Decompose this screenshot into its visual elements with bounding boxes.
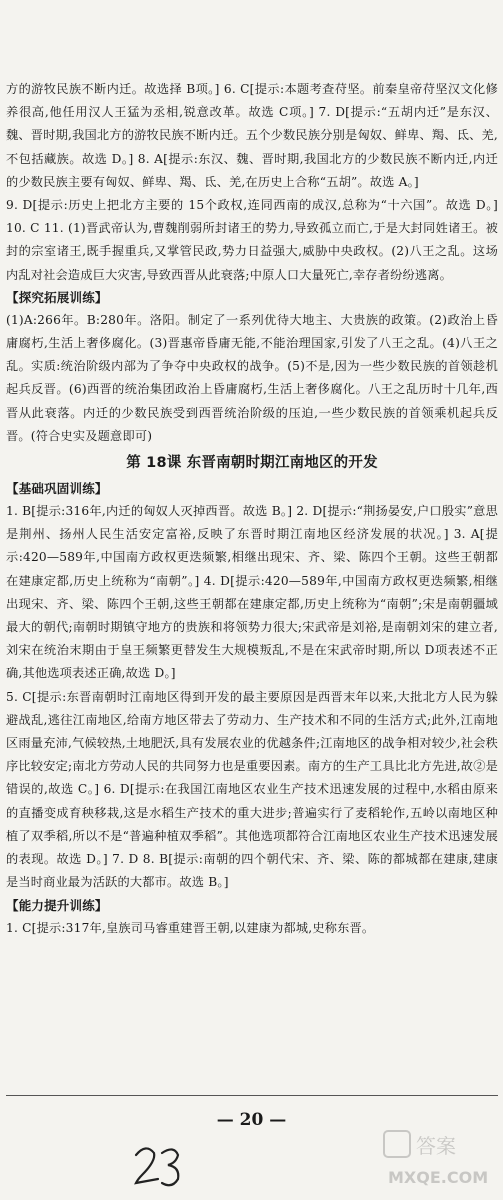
watermark-icon [380,1125,500,1195]
answer-paragraph: 1. B[提示:316年,内迁的匈奴人灭掉西晋。故选 B。] 2. D[提示:“荆扬晏安,户口殷实”意思是荆州、扬州人民生活安定富裕,反映了东晋时期江南地区经济发展的状况。] 3. A[提示:420—589年,中国南方政权更迭频繁,相继出现宋、齐、梁、陈四个王朝。这些王朝都在建康定都,历史上统称为“南朝”。] 4. D[提示:420—589年,中国南方政权更迭频繁,相继出现宋、齐、梁、陈四个王朝,这些王朝都在建康定都,历史上统称为“南朝”;宋是南朝疆域最大的朝代;南朝时期镇守地方的贵族和将领势力很大;宋武帝是刘裕,是南朝刘宋的建立者,刘宋在统治末期由于皇王频繁更替发生大规模叛乱,不是在宋武帝时期,所以 D项表述不正确,其他选项表述正确,故选 D。] [6,504,498,681]
section-heading-explore: 【探究拓展训练】 [6,289,108,305]
handwritten-23-icon [128,1135,188,1195]
lesson-title: 第 18课 东晋南朝时期江南地区的开发 [126,455,378,472]
watermark-logo [380,1125,500,1195]
answer-paragraph: 9. D[提示:历史上把北方主要的 15个政权,连同西南的成汉,总称为“十六国”。故选 D。] 10. C 11. (1)晋武帝认为,曹魏削弱所封诸王的势力,导致孤立而亡,于是大封同姓诸王。被封的宗室诸王,既手握重兵,又掌管民政,势力日益强大,威胁中央政权。(2)八王之乱。这场内乱对社会造成巨大灾害,导致西晋从此衰落;中原人口大量死亡,幸存者纷纷逃离。 [6,198,498,282]
handwritten-note [128,1135,188,1199]
svg-text:答案: 答案 [416,1134,456,1158]
answer-paragraph: 5. C[提示:东晋南朝时江南地区得到开发的最主要原因是西晋末年以来,大批北方人民为躲避战乱,逃往江南地区,给南方地区带去了劳动力、生产技术和不同的生活方式;此外,江南地区雨量充沛,气候较热,土地肥沃,具有发展农业的优越条件;江南地区的战争相对较少,社会秩序比较安定;南北方劳动人民的共同努力也是重要因素。南方的生产工具比北方先进,故②是错误的,故选 C。] 6. D[提示:在我国江南地区农业生产技术迅速发展的过程中,水稻由原来的直播变成育秧移栽,这是水稻生产技术的重大进步;普遍实行了麦稻轮作,五岭以南地区种植了双季稻,所以不是“普遍种植双季稻”。其他选项都符合江南地区农业生产技术迅速发展的表现。故选 D。] 7. D 8. B[提示:南朝的四个朝代宋、齐、梁、陈的都城都在建康,建康是当时商业最为活跃的大都市。故选 B。] [6,689,498,890]
answer-paragraph: 方的游牧民族不断内迁。故选择 B项。] 6. C[提示:本题考查苻坚。前秦皇帝苻坚汉文化修养很高,他任用汉人王猛为丞相,锐意改革。故选 C项。] 7. D[提示:“五胡内迁”是东汉、魏、晋时期,我国北方的游牧民族不断内迁。五个少数民族分别是匈奴、鲜卑、羯、氐、羌,不包括藏族。故选 D。] 8. A[提示:东汉、魏、晋时期,我国北方的少数民族不断内迁,内迁的少数民族主要有匈奴、鲜卑、羯、氐、羌,在历史上合称“五胡”。故选 A。] [6,82,498,189]
section-heading-basic: 【基础巩固训练】 [6,481,108,497]
section-heading-ability: 【能力提升训练】 [6,897,108,913]
answer-paragraph: 1. C[提示:317年,皇族司马睿重建晋王朝,以建康为都城,史称东晋。 [6,920,375,935]
svg-text:MXQE.COM: MXQE.COM [388,1168,489,1187]
page-number: — 20 — [216,1110,287,1130]
answer-paragraph: (1)A:266年。B:280年。洛阳。制定了一系列优待大地主、大贵族的政策。(2)政治上昏庸腐朽,生活上奢侈腐化。(3)晋惠帝昏庸无能,不能治理国家,引发了八王之乱。(4)八王之乱。实质:统治阶级内部为了争夺中央政权的战争。(5)不是,因为一些少数民族的首领趁机起兵反晋。(6)西晋的统治集团政治上昏庸腐朽,生活上奢侈腐化。八王之乱历时十几年,西晋从此衰落。内迁的少数民族受到西晋统治阶级的压迫,一些少数民族的首领乘机起兵反晋。(符合史实及题意即可) [6,312,498,443]
footer-rule [6,1095,498,1096]
page-content [6,78,498,940]
